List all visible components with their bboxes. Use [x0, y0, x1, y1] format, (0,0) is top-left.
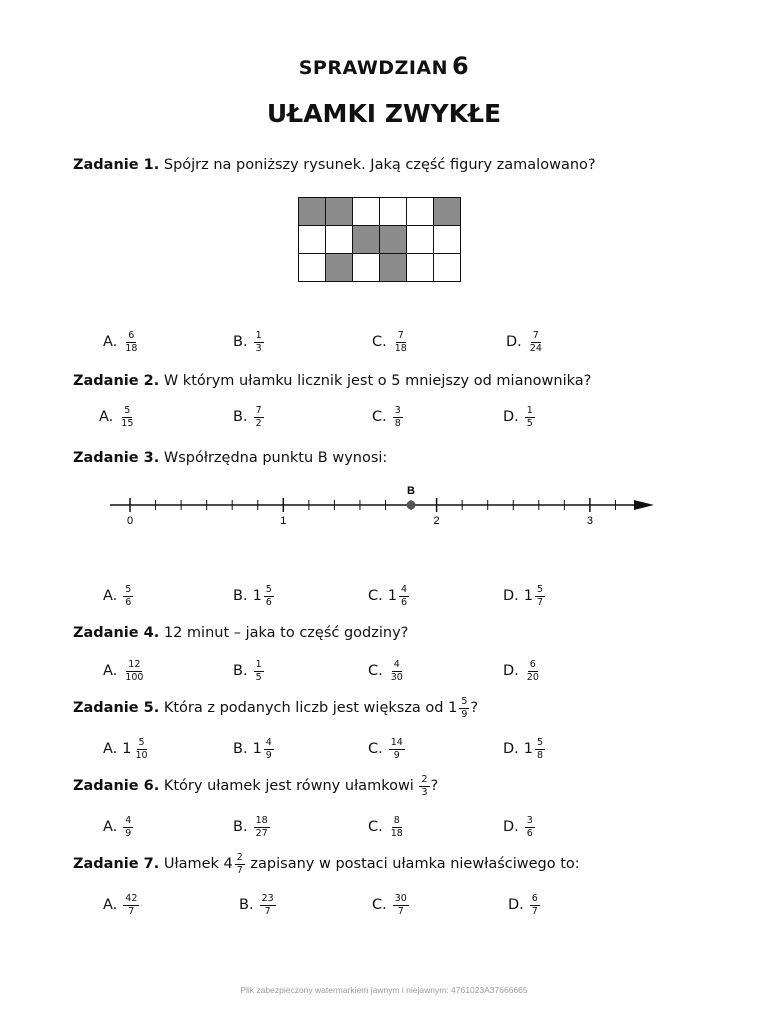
- task-label: Zadanie 7.: [73, 856, 160, 873]
- fraction: [525, 816, 535, 839]
- grid-row: [299, 226, 461, 254]
- fraction: [119, 406, 135, 429]
- task-4-option-a: [103, 660, 146, 683]
- fraction: [254, 331, 264, 354]
- test-title: SPRAWDZIAN 6: [298, 52, 470, 80]
- denominator: 6: [265, 596, 272, 608]
- question-fraction: [418, 775, 430, 798]
- numerator: 1: [255, 330, 262, 341]
- numerator: 18: [255, 815, 268, 826]
- denominator: 7: [531, 905, 538, 917]
- denominator: 27: [255, 827, 268, 839]
- option-letter: C.: [368, 588, 383, 605]
- task-6-option-c: [368, 816, 406, 839]
- task-6-question: Zadanie 6. Który ułamek jest równy ułamkowi $\frac{2}{3}$ ?: [73, 774, 439, 798]
- denominator: 5: [255, 671, 262, 683]
- denominator: 18: [394, 342, 407, 354]
- task-7-option-c: [372, 894, 410, 917]
- option-letter: A.: [103, 897, 118, 914]
- numerator: 5: [461, 696, 468, 707]
- task-4-option-d: [503, 660, 542, 683]
- option-letter: A.: [99, 409, 114, 426]
- option-value: [524, 738, 546, 761]
- numerator: 14: [390, 737, 403, 748]
- option-letter: B.: [233, 588, 248, 605]
- point-b-marker: [406, 501, 415, 510]
- grid-cell-empty: [407, 226, 434, 254]
- numerator: 3: [526, 815, 533, 826]
- denominator: 30: [390, 671, 403, 683]
- task-5-option-c: [368, 738, 406, 761]
- shaded-grid-figure: [298, 197, 461, 282]
- option-letter: B.: [233, 334, 248, 351]
- denominator: 9: [393, 749, 400, 761]
- numerator: 4: [400, 584, 408, 595]
- whole-part: 1: [122, 741, 132, 758]
- denominator: 18: [125, 342, 138, 354]
- task-1-option-d: [506, 331, 545, 354]
- option-value: [392, 331, 410, 354]
- numerator: 5: [124, 405, 131, 416]
- denominator: 7: [236, 864, 243, 876]
- fraction: [459, 697, 469, 720]
- arrow-head-icon: [634, 500, 654, 510]
- option-value: [253, 816, 271, 839]
- denominator: 3: [255, 342, 262, 354]
- whole-part: 1: [523, 741, 534, 758]
- grid-cell-shaded: [326, 198, 353, 226]
- task-1-question: Zadanie 1. Spójrz na poniższy rysunek. Jaką część figury zamalowano?: [73, 157, 596, 173]
- option-letter: D.: [508, 897, 524, 914]
- option-value: [524, 660, 542, 683]
- task-label: Zadanie 2.: [73, 373, 160, 389]
- denominator: 7: [128, 905, 135, 917]
- fraction: [525, 660, 541, 683]
- denominator: 6: [526, 827, 533, 839]
- grid-cell-empty: [434, 226, 461, 254]
- fraction: [123, 585, 133, 608]
- option-value: [122, 660, 146, 683]
- denominator: 24: [529, 342, 542, 354]
- denominator: 9: [461, 708, 468, 720]
- whole-part: 1: [523, 588, 534, 605]
- numerator: 5: [537, 737, 544, 748]
- task-5-option-a: [103, 738, 151, 761]
- grid-cell-shaded: [353, 226, 380, 254]
- option-letter: D.: [503, 663, 519, 680]
- option-letter: D.: [503, 819, 519, 836]
- denominator: 7: [537, 596, 544, 608]
- fraction: [389, 660, 405, 683]
- numerator: 5: [138, 737, 145, 748]
- option-value: [392, 894, 410, 917]
- denominator: 2: [255, 417, 262, 429]
- numerator: 6: [531, 893, 538, 904]
- option-value: [388, 585, 410, 608]
- fraction: [419, 775, 429, 798]
- denominator: 9: [125, 827, 132, 839]
- fraction: [389, 816, 405, 839]
- option-letter: D.: [506, 334, 522, 351]
- fraction: [389, 738, 405, 761]
- option-letter: B.: [233, 819, 248, 836]
- option-letter: D.: [503, 741, 519, 758]
- task-3-option-b: [233, 585, 275, 608]
- grid-cell-empty: [326, 226, 353, 254]
- option-value: [529, 894, 541, 917]
- fraction: [260, 894, 276, 917]
- task-6-option-d: [503, 816, 536, 839]
- numerator: 7: [532, 330, 539, 341]
- fraction: [235, 853, 245, 876]
- grid-cell-empty: [353, 254, 380, 282]
- option-value: [122, 738, 150, 761]
- grid-cell-empty: [380, 198, 407, 226]
- numerator: 4: [125, 815, 132, 826]
- numerator: 5: [265, 584, 272, 595]
- whole-part: 1: [252, 741, 262, 758]
- grid-cell-shaded: [434, 198, 461, 226]
- numerator: 12: [128, 659, 141, 670]
- number-line: [0, 480, 768, 540]
- option-letter: A.: [103, 334, 118, 351]
- option-value: [524, 406, 536, 429]
- denominator: 6: [125, 596, 132, 608]
- fraction: [393, 331, 409, 354]
- numerator: 4: [265, 737, 272, 748]
- denominator: 9: [265, 749, 272, 761]
- option-value: [122, 585, 134, 608]
- task-4-option-c: [368, 660, 406, 683]
- grid-cell-shaded: [326, 254, 353, 282]
- task-label: Zadanie 6.: [73, 778, 160, 795]
- numerator: 1: [255, 659, 262, 670]
- denominator: 18: [390, 827, 403, 839]
- whole-part: 1: [448, 700, 458, 717]
- option-letter: C.: [372, 334, 387, 351]
- task-2-option-b: [233, 406, 265, 429]
- grid-cell-empty: [407, 198, 434, 226]
- task-3-question: Zadanie 3. Współrzędna punktu B wynosi:: [73, 450, 388, 466]
- grid-row: [299, 198, 461, 226]
- option-value: [388, 816, 406, 839]
- numerator: 3: [394, 405, 401, 416]
- numerator: 6: [128, 330, 135, 341]
- grid-cell-empty: [299, 226, 326, 254]
- whole-part: 4: [223, 856, 233, 873]
- denominator: 8: [537, 749, 544, 761]
- task-7-option-b: [239, 894, 277, 917]
- tick-label: 2: [433, 515, 440, 527]
- fraction: [134, 738, 150, 761]
- task-2-option-d: [503, 406, 536, 429]
- denominator: 3: [421, 786, 428, 798]
- option-value: [253, 585, 275, 608]
- grid-cell-empty: [407, 254, 434, 282]
- task-label: Zadanie 1.: [73, 157, 160, 173]
- task-2-option-a: [99, 406, 136, 429]
- grid-cell-shaded: [380, 226, 407, 254]
- fraction: [264, 585, 274, 608]
- watermark-footer: Plik zabezpieczony watermarkiem jawnym i niejawnym: 4761023A37666665: [240, 985, 528, 995]
- fraction: [530, 894, 540, 917]
- fraction: [528, 331, 544, 354]
- grid-cell-empty: [434, 254, 461, 282]
- task-1-option-b: [233, 331, 265, 354]
- option-value: [524, 585, 546, 608]
- option-letter: B.: [239, 897, 254, 914]
- fraction: [393, 406, 403, 429]
- task-2-question: Zadanie 2. W którym ułamku licznik jest o 5 mniejszy od mianownika?: [73, 373, 592, 389]
- question-fraction: [448, 697, 470, 720]
- option-value: [253, 331, 265, 354]
- task-4-option-b: [233, 660, 265, 683]
- denominator: 15: [121, 417, 134, 429]
- option-letter: C.: [368, 819, 383, 836]
- whole-part: 1: [387, 588, 397, 605]
- fraction: [264, 738, 274, 761]
- denominator: 8: [394, 417, 401, 429]
- numerator: 30: [394, 893, 407, 904]
- task-label: Zadanie 4.: [73, 625, 160, 641]
- test-subtitle: UŁAMKI ZWYKŁE: [266, 99, 502, 128]
- numerator: 8: [393, 815, 400, 826]
- grid-row: [299, 254, 461, 282]
- option-value: [253, 738, 275, 761]
- task-1-option-a: [103, 331, 140, 354]
- numerator: 2: [236, 852, 243, 863]
- numerator: 7: [397, 330, 404, 341]
- option-value: [253, 660, 265, 683]
- option-letter: D.: [503, 409, 519, 426]
- option-letter: A.: [103, 588, 118, 605]
- tick-label: 1: [280, 515, 287, 527]
- numerator: 2: [421, 774, 428, 785]
- fraction: [399, 585, 409, 608]
- fraction: [535, 738, 545, 761]
- option-letter: C.: [368, 663, 383, 680]
- numerator: 5: [125, 584, 132, 595]
- fraction: [123, 660, 145, 683]
- denominator: 5: [526, 417, 533, 429]
- option-value: [122, 816, 134, 839]
- grid-cell-shaded: [380, 254, 407, 282]
- fraction: [123, 331, 139, 354]
- grid-cell-empty: [353, 198, 380, 226]
- fraction: [525, 406, 535, 429]
- option-value: [524, 816, 536, 839]
- numerator: 5: [537, 584, 544, 595]
- denominator: 20: [526, 671, 539, 683]
- task-7-option-d: [508, 894, 541, 917]
- fraction: [393, 894, 409, 917]
- denominator: 100: [125, 671, 144, 683]
- fraction: [254, 660, 264, 683]
- task-4-question: Zadanie 4. 12 minut – jaka to część godziny?: [73, 625, 409, 641]
- task-1-option-c: [372, 331, 410, 354]
- fraction: [535, 585, 545, 608]
- option-value: [259, 894, 277, 917]
- tick-label: 3: [586, 515, 593, 527]
- option-value: [388, 738, 406, 761]
- task-3-option-c: [368, 585, 410, 608]
- task-label: Zadanie 5.: [73, 700, 160, 717]
- task-label: Zadanie 3.: [73, 450, 160, 466]
- option-letter: D.: [503, 588, 519, 605]
- grid-cell-empty: [299, 254, 326, 282]
- task-5-option-b: [233, 738, 275, 761]
- option-value: [122, 894, 140, 917]
- task-6-option-b: [233, 816, 271, 839]
- option-value: [527, 331, 545, 354]
- option-letter: C.: [368, 741, 383, 758]
- numerator: 1: [526, 405, 533, 416]
- task-7-question: Zadanie 7. Ułamek 4 $\frac{2}{7}$ zapisany w postaci ułamka niewłaściwego to:: [73, 852, 580, 876]
- grid-cell-shaded: [299, 198, 326, 226]
- denominator: 7: [264, 905, 271, 917]
- numerator: 4: [393, 659, 400, 670]
- fraction: [123, 816, 133, 839]
- task-6-option-a: [103, 816, 134, 839]
- option-value: [118, 406, 136, 429]
- option-value: [392, 406, 404, 429]
- numerator: 23: [261, 893, 274, 904]
- option-value: [122, 331, 140, 354]
- task-5-option-d: [503, 738, 546, 761]
- denominator: 10: [135, 749, 148, 761]
- denominator: 7: [397, 905, 404, 917]
- option-value: [388, 660, 406, 683]
- denominator: 6: [400, 596, 408, 608]
- option-letter: B.: [233, 663, 248, 680]
- numerator: 6: [529, 659, 536, 670]
- task-3-option-a: [103, 585, 134, 608]
- point-b-label: B: [407, 485, 415, 497]
- option-letter: A.: [103, 741, 118, 758]
- fraction: [254, 816, 270, 839]
- task-3-option-d: [503, 585, 546, 608]
- option-value: [253, 406, 265, 429]
- tick-label: 0: [126, 515, 134, 527]
- option-letter: B.: [233, 741, 248, 758]
- option-letter: C.: [372, 897, 387, 914]
- task-7-option-a: [103, 894, 140, 917]
- option-letter: B.: [233, 409, 248, 426]
- question-fraction: [224, 853, 246, 876]
- numerator: 7: [255, 405, 262, 416]
- option-letter: C.: [372, 409, 387, 426]
- task-5-question: Zadanie 5. Która z podanych liczb jest większa od 1 $\frac{5}{9}$ ?: [73, 696, 479, 720]
- task-2-option-c: [372, 406, 404, 429]
- whole-part: 1: [252, 588, 262, 605]
- option-letter: A.: [103, 663, 118, 680]
- fraction: [123, 894, 139, 917]
- option-letter: A.: [103, 819, 118, 836]
- fraction: [254, 406, 264, 429]
- numerator: 42: [125, 893, 138, 904]
